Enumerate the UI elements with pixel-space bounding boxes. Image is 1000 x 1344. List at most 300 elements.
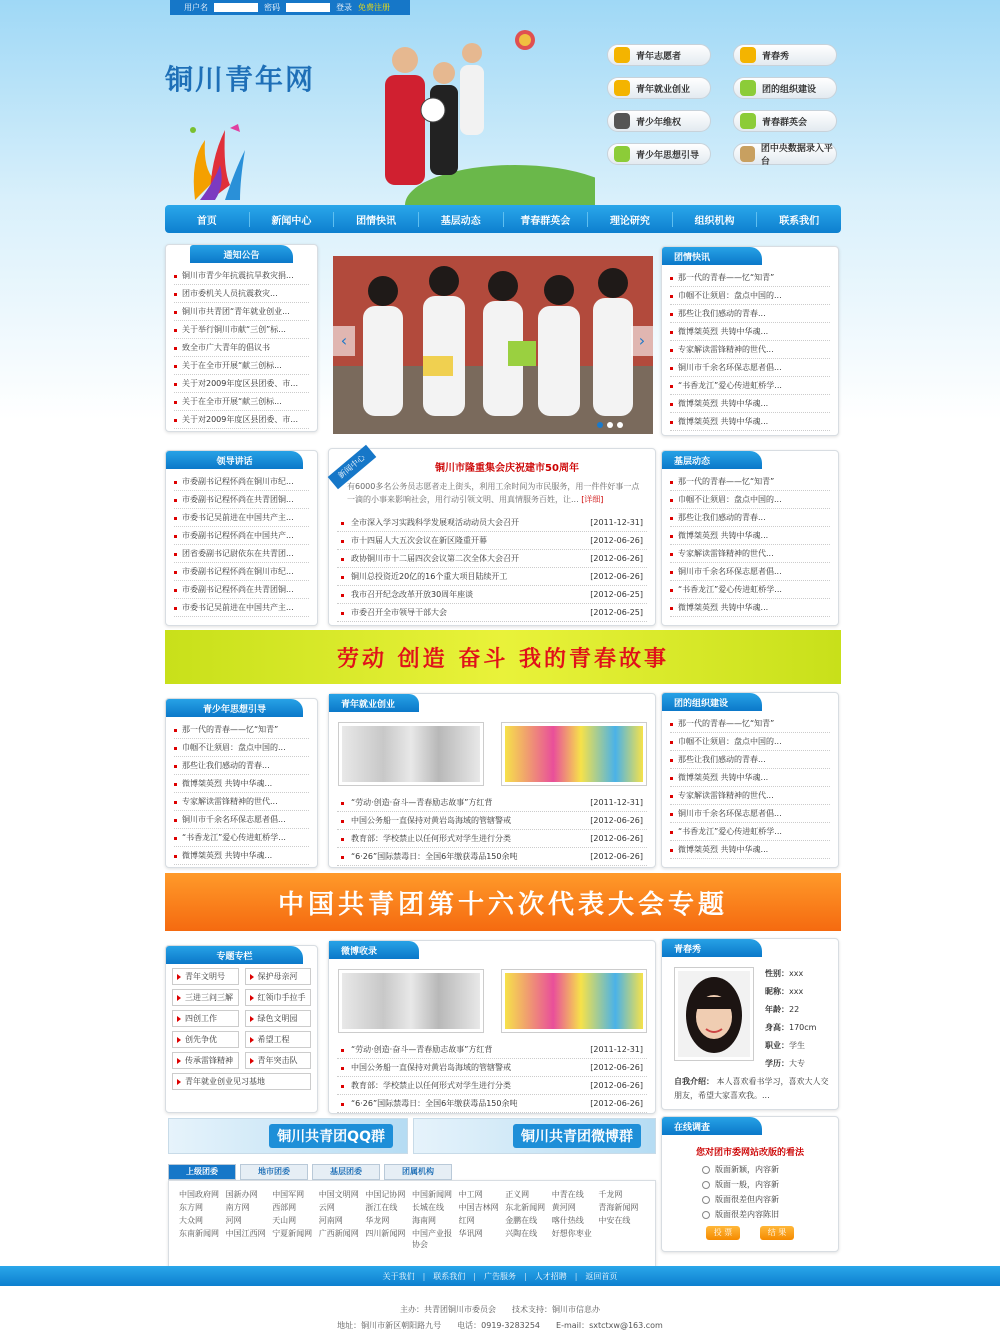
photo-slider[interactable] xyxy=(333,256,653,434)
profile-label: 身高： xyxy=(765,1023,789,1032)
employment-list xyxy=(329,794,655,866)
link-tab[interactable]: 地市团委 xyxy=(240,1164,308,1180)
survey-panel xyxy=(661,1116,839,1252)
list-item[interactable]: 市委副书记程怀尚在共青团铜... xyxy=(174,581,309,599)
quick-link-icon xyxy=(614,80,630,96)
nav-item[interactable]: 理论研究 xyxy=(588,212,673,227)
news-title[interactable]: 中国公务船一直保持对黄岩岛海域的管辖警戒 xyxy=(351,816,511,825)
headline-more-link[interactable]: [详细] xyxy=(581,495,604,504)
friend-link[interactable]: 中国江西网 xyxy=(225,1229,266,1238)
links-grid xyxy=(169,1181,655,1258)
list-item[interactable]: 关于在全市开展“献三创标... xyxy=(174,393,309,411)
employment-photo-1[interactable] xyxy=(338,722,484,786)
link-tab[interactable]: 团属机构 xyxy=(384,1164,452,1180)
grassroots-panel xyxy=(661,450,839,626)
list-item[interactable]: 铜川市千余名环保志愿者倡... xyxy=(174,811,309,829)
survey-option[interactable] xyxy=(662,1207,838,1222)
news-title[interactable]: 市委召开全市领导干部大会 xyxy=(351,608,447,617)
quick-link-label: 青年志愿者 xyxy=(636,51,682,62)
quick-news-title: 团情快讯 xyxy=(662,247,762,265)
list-item[interactable]: 专家解读雷锋精神的世代... xyxy=(670,341,830,359)
friend-link[interactable]: 东北新闻网 xyxy=(505,1203,546,1212)
friend-link[interactable]: 云网 xyxy=(318,1203,335,1212)
topic-item[interactable]: 青年文明号 xyxy=(172,968,239,985)
list-item[interactable]: 那些让我们感动的青春... xyxy=(670,751,830,769)
topic-item[interactable]: 保护母亲河 xyxy=(245,968,312,985)
list-item[interactable]: 市委副书记程怀尚在共青团铜... xyxy=(174,491,309,509)
news-row[interactable] xyxy=(337,1077,647,1095)
friend-link[interactable]: 金鹏在线 xyxy=(505,1216,538,1225)
youth-portrait[interactable] xyxy=(674,967,754,1061)
quick-news-panel xyxy=(661,246,839,436)
quick-link-label: 团的组织建设 xyxy=(762,84,817,95)
password-input[interactable] xyxy=(286,3,330,12)
youth-story-banner[interactable] xyxy=(165,630,841,684)
friend-link[interactable]: 中安在线 xyxy=(598,1216,631,1225)
friend-link[interactable]: 国新办网 xyxy=(225,1190,258,1199)
list-item[interactable]: 市委副书记程怀尚在铜川市纪... xyxy=(174,473,309,491)
profile-value: 22 xyxy=(789,1005,800,1014)
list-item[interactable]: 关于在全市开展“献三创标... xyxy=(174,357,309,375)
weibo-panel xyxy=(328,940,656,1114)
footer-nav-link[interactable]: 返回首页 xyxy=(585,1271,618,1281)
notice-title: 通知公告 xyxy=(190,245,293,263)
friend-link[interactable]: 好想你枣业 xyxy=(551,1229,592,1238)
footer-nav-link[interactable]: 联系我们 xyxy=(433,1271,466,1281)
news-date: [2012-06-26] xyxy=(590,816,643,825)
news-row[interactable] xyxy=(337,1041,647,1059)
nav-item[interactable]: 首页 xyxy=(165,212,250,227)
list-item[interactable]: 巾帼不让须眉：盘点中国的... xyxy=(670,733,830,751)
topic-item[interactable]: 三进三问三解 xyxy=(172,989,239,1006)
list-item[interactable]: 那些让我们感动的青春... xyxy=(670,509,830,527)
footer-nav-link[interactable]: 广告服务 xyxy=(484,1271,516,1281)
news-title[interactable]: 中国公务船一直保持对黄岩岛海域的管辖警戒 xyxy=(351,1063,511,1072)
org-panel xyxy=(661,692,839,868)
list-item[interactable]: 那一代的青春——忆“知青” xyxy=(670,715,830,733)
headline-list xyxy=(329,514,655,622)
headline-summary: 有6000多名公务员志愿者走上街头，利用工余时间为市民服务，用一件件好事一点一滴的小事来影响社会，用行动引领文明、用真情服务百姓，让... xyxy=(347,482,640,504)
quick-link-label: 青春群英会 xyxy=(762,117,808,128)
quick-link-icon xyxy=(740,80,756,96)
news-row[interactable] xyxy=(337,586,647,604)
news-date: [2011-12-31] xyxy=(590,518,643,527)
employment-panel xyxy=(328,693,656,868)
link-tab[interactable]: 基层团委 xyxy=(312,1164,380,1180)
news-title[interactable]: 教育部：学校禁止以任何形式对学生进行分类 xyxy=(351,1081,511,1090)
nav-item[interactable]: 组织机构 xyxy=(673,212,758,227)
survey-title: 在线调查 xyxy=(662,1117,762,1135)
news-row[interactable] xyxy=(337,848,647,866)
survey-option-label: 版面新颖，内容新 xyxy=(715,1165,779,1174)
weibo-list xyxy=(329,1041,655,1113)
footer-nav-link[interactable]: 关于我们 xyxy=(382,1271,415,1281)
list-item[interactable]: 微博桀英烈 共铸中华魂... xyxy=(174,775,309,793)
quick-link-button[interactable] xyxy=(733,143,837,165)
profile-label: 昵称： xyxy=(765,987,789,996)
nav-item[interactable]: 团情快讯 xyxy=(334,212,419,227)
friend-link[interactable]: 中青在线 xyxy=(551,1190,584,1199)
radio-icon[interactable] xyxy=(702,1196,710,1204)
quick-link-grid xyxy=(607,44,837,165)
news-row[interactable] xyxy=(337,514,647,532)
radio-icon[interactable] xyxy=(702,1166,710,1174)
weibo-group-ad-text: 铜川共青团微博群 xyxy=(513,1124,641,1148)
congress-banner-text: 中国共青团第十六次代表大会专题 xyxy=(277,889,728,920)
friend-link[interactable]: 河网 xyxy=(225,1216,242,1225)
friend-link[interactable]: 西部网 xyxy=(272,1203,297,1212)
slider-dot[interactable] xyxy=(597,422,603,428)
list-item[interactable]: 团省委副书记尉依东在共青团... xyxy=(174,545,309,563)
weibo-photo-2[interactable] xyxy=(501,969,647,1033)
password-label: 密码 xyxy=(264,3,280,12)
friend-link[interactable]: 中国新闻网 xyxy=(411,1190,452,1199)
profile-label: 年龄： xyxy=(765,1005,789,1014)
list-item[interactable]: 关于举行铜川市献“三创”标... xyxy=(174,321,309,339)
friend-link[interactable]: 兴陶在线 xyxy=(505,1229,538,1238)
profile-value: 大专 xyxy=(789,1059,805,1068)
footer-contact: 地址：铜川市新区朝阳路九号 电话：0919-3283254 E-mail：sxtctxw@163.com xyxy=(337,1321,663,1330)
quick-news-list xyxy=(662,265,838,435)
login-bar xyxy=(170,0,410,15)
students-photo xyxy=(333,256,653,434)
list-item[interactable]: 铜川市共青团“青年就业创业... xyxy=(174,303,309,321)
news-title[interactable]: 教育部：学校禁止以任何形式对学生进行分类 xyxy=(351,834,511,843)
friend-link[interactable]: 南方网 xyxy=(225,1203,250,1212)
news-date: [2012-06-25] xyxy=(590,590,643,599)
quick-link-button[interactable] xyxy=(607,44,711,66)
notice-panel xyxy=(165,244,318,432)
site-logo[interactable]: 铜川青年网 xyxy=(165,63,316,96)
headline-panel xyxy=(328,448,656,626)
footer-divider: | xyxy=(574,1271,578,1281)
username-input[interactable] xyxy=(214,3,258,12)
quick-link-label: 青春秀 xyxy=(762,51,790,62)
survey-option-label: 版面很差但内容新 xyxy=(715,1195,779,1204)
weibo-photo-1[interactable] xyxy=(338,969,484,1033)
friend-link[interactable]: 黄河网 xyxy=(551,1203,576,1212)
friend-link[interactable]: 天山网 xyxy=(272,1216,297,1225)
list-item[interactable]: 微博桀英烈 共铸中华魂... xyxy=(670,841,830,859)
quick-link-button[interactable] xyxy=(607,110,711,132)
vote-button[interactable]: 投 票 xyxy=(706,1226,740,1240)
footer-sponsor: 主办：共青团铜川市委员会 技术支持：铜川市信息办 xyxy=(400,1305,600,1314)
profile-row xyxy=(765,983,835,1001)
quick-link-label: 团中央数据录入平台 xyxy=(760,144,833,167)
profile-value: xxx xyxy=(789,969,804,978)
quick-link-icon xyxy=(740,113,756,129)
profile-label: 职业： xyxy=(765,1041,789,1050)
leader-list xyxy=(166,469,317,621)
list-item[interactable]: 团市委机关人员抗震救灾... xyxy=(174,285,309,303)
result-button[interactable]: 结 果 xyxy=(760,1226,794,1240)
news-date: [2012-06-26] xyxy=(590,1081,643,1090)
leader-panel xyxy=(165,450,318,626)
youth-story-banner-text: 劳动 创造 奋斗 我的青春故事 xyxy=(337,646,669,672)
list-item[interactable]: 市委书记吴前进在中国共产主... xyxy=(174,509,309,527)
leader-title: 领导讲话 xyxy=(166,451,303,469)
quick-link-icon xyxy=(614,47,630,63)
profile-label: 学历： xyxy=(765,1059,789,1068)
footer-nav xyxy=(0,1266,1000,1286)
list-item[interactable]: 铜川市青少年抗震抗旱救灾捐... xyxy=(174,267,309,285)
friend-link[interactable]: 东南新闻网 xyxy=(179,1229,219,1238)
friend-link[interactable]: 中国产业报协会 xyxy=(411,1229,452,1249)
grassroots-list xyxy=(662,469,838,621)
news-date: [2012-06-26] xyxy=(590,1099,643,1108)
friend-link[interactable]: 青海新闻网 xyxy=(598,1203,639,1212)
weibo-group-ad[interactable] xyxy=(413,1118,656,1154)
topic-item[interactable]: 青年突击队 xyxy=(245,1052,312,1069)
congress-banner[interactable] xyxy=(165,873,841,931)
news-title[interactable]: “劳动·创造·奋斗—青春励志故事”方红背 xyxy=(351,1045,493,1054)
quick-link-button[interactable] xyxy=(607,77,711,99)
profile-value: 学生 xyxy=(789,1041,805,1050)
footer-divider: | xyxy=(422,1271,426,1281)
list-item[interactable]: 那一代的青春——忆“知青” xyxy=(670,473,830,491)
news-center-badge: 新闻中心 xyxy=(328,445,377,489)
list-item[interactable]: “书香龙江”爱心传进虹桥学... xyxy=(670,581,830,599)
quick-link-button[interactable] xyxy=(733,77,837,99)
news-date: [2012-06-26] xyxy=(590,852,643,861)
list-item[interactable]: 那些让我们感动的青春... xyxy=(670,305,830,323)
org-list xyxy=(662,711,838,863)
topic-item[interactable]: 创先争优 xyxy=(172,1031,239,1048)
profile-row xyxy=(765,1037,835,1055)
list-item[interactable]: “书香龙江”爱心传进虹桥学... xyxy=(670,823,830,841)
survey-option[interactable] xyxy=(662,1177,838,1192)
list-item[interactable]: 市委副书记程怀尚在铜川市纪... xyxy=(174,563,309,581)
news-date: [2012-06-26] xyxy=(590,572,643,581)
news-row[interactable] xyxy=(337,812,647,830)
list-item[interactable]: 微博桀英烈 共铸中华魂... xyxy=(174,847,309,865)
link-tabs xyxy=(168,1164,656,1180)
radio-icon[interactable] xyxy=(702,1181,710,1189)
slider-prev-button[interactable]: ‹ xyxy=(333,326,355,356)
news-date: [2011-12-31] xyxy=(590,798,643,807)
list-item[interactable]: 微博桀英烈 共铸中华魂... xyxy=(670,395,830,413)
news-row[interactable] xyxy=(337,830,647,848)
news-row[interactable] xyxy=(337,794,647,812)
list-item[interactable]: 巾帼不让须眉：盘点中国的... xyxy=(174,739,309,757)
youth-show-panel xyxy=(661,938,839,1110)
friend-link[interactable]: 广西新闻网 xyxy=(318,1229,359,1238)
footer-nav-link[interactable]: 人才招聘 xyxy=(534,1271,567,1281)
profile-label: 性别： xyxy=(765,969,789,978)
news-title[interactable]: 市十四届人大五次会议在新区隆重开幕 xyxy=(351,536,487,545)
quick-link-icon xyxy=(614,113,630,129)
quick-link-icon xyxy=(740,47,756,63)
friend-link[interactable]: 长城在线 xyxy=(411,1203,444,1212)
news-title[interactable]: “6·26”国际禁毒日：全国6年缴获毒品150余吨 xyxy=(351,852,518,861)
qq-group-ad[interactable] xyxy=(168,1118,408,1154)
friend-link[interactable]: 红网 xyxy=(458,1216,475,1225)
login-button[interactable]: 登录 xyxy=(336,3,352,12)
news-date: [2012-06-25] xyxy=(590,608,643,617)
topic-item[interactable]: 传承雷锋精神 xyxy=(172,1052,239,1069)
radio-icon[interactable] xyxy=(702,1211,710,1219)
profile-row xyxy=(765,1055,835,1073)
profile-row xyxy=(765,1001,835,1019)
list-item[interactable]: 微博桀英烈 共铸中华魂... xyxy=(670,769,830,787)
friend-link[interactable]: 中国文明网 xyxy=(318,1190,359,1199)
footer-divider: | xyxy=(473,1271,476,1281)
friend-link[interactable]: 华讯网 xyxy=(458,1229,483,1238)
topics-grid xyxy=(166,964,317,1094)
topic-item[interactable]: 绿色文明园 xyxy=(245,1010,312,1027)
survey-option-label: 版面很差内容陈旧 xyxy=(715,1210,779,1219)
list-item[interactable]: 铜川市千余名环保志愿者倡... xyxy=(670,563,830,581)
slider-dot[interactable] xyxy=(617,422,623,428)
list-item[interactable]: 巾帼不让须眉：盘点中国的... xyxy=(670,491,830,509)
news-title[interactable]: 政协铜川市十二届四次会议第二次全体大会召开 xyxy=(351,554,519,563)
quick-link-button[interactable] xyxy=(607,143,711,165)
profile-row xyxy=(765,965,835,983)
username-label: 用户名 xyxy=(184,3,208,12)
list-item[interactable]: 微博桀英烈 共铸中华魂... xyxy=(670,413,830,431)
news-date: [2012-06-26] xyxy=(590,834,643,843)
slider-dots xyxy=(597,422,623,428)
news-date: [2012-06-26] xyxy=(590,536,643,545)
friend-link[interactable]: 河南网 xyxy=(318,1216,343,1225)
link-tab[interactable]: 上级团委 xyxy=(168,1164,236,1180)
flame-logo-icon xyxy=(185,120,255,200)
employment-photo-2[interactable] xyxy=(501,722,647,786)
thought-panel xyxy=(165,698,318,868)
youth-show-title: 青春秀 xyxy=(662,939,762,957)
list-item[interactable]: 铜川市千余名环保志愿者倡... xyxy=(670,359,830,377)
nav-item[interactable]: 联系我们 xyxy=(779,215,820,227)
news-row[interactable] xyxy=(337,604,647,622)
quick-link-label: 青年就业创业 xyxy=(636,84,691,95)
headline-title[interactable]: 铜川市隆重集会庆祝建市50周年 xyxy=(435,463,579,474)
list-item[interactable]: 微博桀英烈 共铸中华魂... xyxy=(670,599,830,617)
friend-link[interactable]: 喀什热线 xyxy=(551,1216,584,1225)
friend-link[interactable]: 四川新闻网 xyxy=(365,1229,406,1238)
intro-label: 自我介绍： xyxy=(674,1077,714,1086)
notice-list xyxy=(166,263,317,433)
list-item[interactable]: 微博桀英烈 共铸中华魂... xyxy=(670,527,830,545)
quick-link-icon xyxy=(614,146,630,162)
news-title[interactable]: 铜川总投资近20亿的16个重大项目陆续开工 xyxy=(351,572,508,581)
thought-title: 青少年思想引导 xyxy=(166,699,303,717)
news-title[interactable]: 我市召开纪念改革开放30周年座谈 xyxy=(351,590,474,599)
friend-link[interactable]: 中工网 xyxy=(458,1190,483,1199)
list-item[interactable]: 市委书记吴前进在中国共产主... xyxy=(174,599,309,617)
news-row[interactable] xyxy=(337,1059,647,1077)
topic-item[interactable]: 青年就业创业见习基地 xyxy=(172,1073,311,1090)
list-item[interactable]: 铜川市千余名环保志愿者倡... xyxy=(670,805,830,823)
topic-item[interactable]: 四创工作 xyxy=(172,1010,239,1027)
friend-link[interactable]: 中国吉林网 xyxy=(458,1203,499,1212)
news-title[interactable]: “劳动·创造·奋斗—青春励志故事”方红背 xyxy=(351,798,493,807)
slider-dot[interactable] xyxy=(607,422,613,428)
grassroots-title: 基层动态 xyxy=(662,451,762,469)
profile-row xyxy=(765,1019,835,1037)
friend-link[interactable]: 千龙网 xyxy=(598,1190,623,1199)
friend-link[interactable]: 东方网 xyxy=(179,1203,203,1212)
news-title[interactable]: “6·26”国际禁毒日：全国6年缴获毒品150余吨 xyxy=(351,1099,518,1108)
survey-question: 您对团市委网站改版的看法 xyxy=(695,1148,804,1158)
news-title[interactable]: 全市深入学习实践科学发展观活动动员大会召开 xyxy=(351,518,519,527)
list-item[interactable]: 微博桀英烈 共铸中华魂... xyxy=(670,323,830,341)
list-item[interactable]: 那些让我们感动的青春... xyxy=(174,757,309,775)
list-item[interactable]: 专家解读雷锋精神的世代... xyxy=(174,793,309,811)
list-item[interactable]: “书香龙江”爱心传进虹桥学... xyxy=(670,377,830,395)
footer-divider: | xyxy=(524,1271,527,1281)
topic-item[interactable]: 希望工程 xyxy=(245,1031,312,1048)
intro-text: 本人喜欢看书学习，喜欢大人交朋友，希望大家喜欢我。... xyxy=(674,1077,829,1100)
friend-link[interactable]: 大众网 xyxy=(179,1216,203,1225)
profile-value: xxx xyxy=(789,987,804,996)
news-row[interactable] xyxy=(337,1095,647,1113)
list-item[interactable]: 市委副书记程怀尚在中国共产... xyxy=(174,527,309,545)
news-row[interactable] xyxy=(337,532,647,550)
friend-link[interactable]: 宁夏新闻网 xyxy=(272,1229,313,1238)
friend-link[interactable]: 浙江在线 xyxy=(365,1203,398,1212)
topics-panel xyxy=(165,945,318,1113)
news-date: [2012-06-26] xyxy=(590,1063,643,1072)
quick-link-icon xyxy=(740,146,755,162)
list-item[interactable]: 巾帼不让须眉：盘点中国的... xyxy=(670,287,830,305)
topics-title: 专题专栏 xyxy=(166,946,303,964)
nav-item[interactable]: 青春群英会 xyxy=(504,212,589,227)
qq-group-ad-text: 铜川共青团QQ群 xyxy=(269,1124,393,1148)
list-item[interactable]: 致全市广大青年的倡议书 xyxy=(174,339,309,357)
nav-item[interactable]: 基层动态 xyxy=(419,212,504,227)
friend-link[interactable]: 华龙网 xyxy=(365,1216,390,1225)
news-date: [2012-06-26] xyxy=(590,554,643,563)
list-item[interactable]: 专家解读雷锋精神的世代... xyxy=(670,545,830,563)
weibo-title: 微博收录 xyxy=(329,941,419,959)
list-item[interactable]: 关于对2009年度区县团委、市... xyxy=(174,375,309,393)
nav-item[interactable]: 新闻中心 xyxy=(250,212,335,227)
slider-next-button[interactable]: › xyxy=(631,326,653,356)
hero-illustration xyxy=(375,15,595,205)
friend-link[interactable]: 中国政府网 xyxy=(179,1190,219,1199)
register-link[interactable]: 免费注册 xyxy=(358,3,390,12)
news-date: [2011-12-31] xyxy=(590,1045,643,1054)
news-row[interactable] xyxy=(337,550,647,568)
friend-link[interactable]: 正义网 xyxy=(505,1190,530,1199)
news-row[interactable] xyxy=(337,568,647,586)
survey-options xyxy=(662,1162,838,1222)
friend-link[interactable]: 海南网 xyxy=(411,1216,436,1225)
profile-value: 170cm xyxy=(789,1023,817,1032)
survey-option[interactable] xyxy=(662,1192,838,1207)
link-section xyxy=(168,1164,656,1268)
list-item[interactable]: 专家解读雷锋精神的世代... xyxy=(670,787,830,805)
main-nav xyxy=(165,205,841,233)
survey-option[interactable] xyxy=(662,1162,838,1177)
list-item[interactable]: “书香龙江”爱心传进虹桥学... xyxy=(174,829,309,847)
employment-title: 青年就业创业 xyxy=(329,694,419,712)
friend-link[interactable]: 中国军网 xyxy=(272,1190,305,1199)
org-title: 团的组织建设 xyxy=(662,693,762,711)
friend-link[interactable]: 中国记协网 xyxy=(365,1190,406,1199)
list-item[interactable]: 关于对2009年度区县团委、市... xyxy=(174,411,309,429)
quick-link-button[interactable] xyxy=(733,44,837,66)
list-item[interactable]: 那一代的青春——忆“知青” xyxy=(670,269,830,287)
thought-list xyxy=(166,717,317,869)
list-item[interactable]: 那一代的青春——忆“知青” xyxy=(174,721,309,739)
youth-profile-details xyxy=(765,965,835,1073)
quick-link-button[interactable] xyxy=(733,110,837,132)
quick-link-label: 青少年思想引导 xyxy=(636,150,700,161)
quick-link-label: 青少年维权 xyxy=(636,117,682,128)
survey-option-label: 版面一般，内容新 xyxy=(715,1180,779,1189)
topic-item[interactable]: 红领巾手拉手 xyxy=(245,989,312,1006)
